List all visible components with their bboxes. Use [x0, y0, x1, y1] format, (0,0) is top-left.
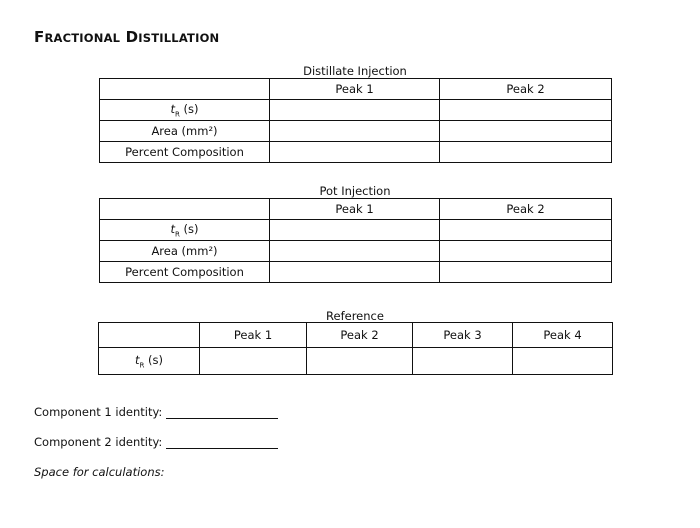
column-header-peak-2: Peak 2: [307, 323, 413, 348]
input-cell[interactable]: [200, 348, 307, 375]
input-cell[interactable]: [307, 348, 413, 375]
row-label-percent-composition: Percent Composition: [100, 142, 270, 163]
input-cell[interactable]: [440, 121, 612, 142]
component-2-blank[interactable]: [166, 436, 278, 449]
row-label-retention-time: $t_R$ (s): [100, 100, 270, 121]
table-row: [100, 121, 612, 142]
table-cell: [100, 79, 270, 100]
input-cell[interactable]: [440, 100, 612, 121]
column-header-peak-1: Peak 1: [270, 199, 440, 220]
input-cell[interactable]: [440, 262, 612, 283]
table-row: [100, 262, 612, 283]
component-1-blank[interactable]: [166, 406, 278, 419]
table-row: [99, 348, 613, 375]
input-cell[interactable]: [440, 241, 612, 262]
table-row: [100, 241, 612, 262]
pot-injection-caption: Pot Injection: [319, 184, 391, 198]
table-row: [99, 323, 613, 348]
row-label-percent-composition: Percent Composition: [100, 262, 270, 283]
row-label-area: Area (mm²): [100, 121, 270, 142]
input-cell[interactable]: [270, 121, 440, 142]
table-cell: [100, 199, 270, 220]
pot-injection-table: [99, 198, 612, 283]
input-cell[interactable]: [270, 262, 440, 283]
input-cell[interactable]: [440, 220, 612, 241]
reference-caption: Reference: [326, 309, 384, 323]
input-cell[interactable]: [440, 142, 612, 163]
column-header-peak-3: Peak 3: [413, 323, 513, 348]
calculations-label: Space for calculations:: [34, 465, 165, 479]
column-header-peak-1: Peak 1: [270, 79, 440, 100]
input-cell[interactable]: [270, 241, 440, 262]
column-header-peak-2: Peak 2: [440, 199, 612, 220]
row-label-retention-time: $t_R$ (s): [100, 220, 270, 241]
input-cell[interactable]: [513, 348, 613, 375]
input-cell[interactable]: [270, 142, 440, 163]
table-cell: [99, 323, 200, 348]
table-row: [100, 100, 612, 121]
table-row: [100, 79, 612, 100]
page-title: FRACTIONAL DISTILLATION: [34, 28, 220, 46]
row-label-area: Area (mm²): [100, 241, 270, 262]
row-label-retention-time: $t_R$ (s): [99, 348, 200, 375]
table-row: [100, 220, 612, 241]
input-cell[interactable]: [413, 348, 513, 375]
table-row: [100, 142, 612, 163]
table-row: [100, 199, 612, 220]
component-2-identity: Component 2 identity:: [34, 435, 278, 449]
input-cell[interactable]: [270, 100, 440, 121]
column-header-peak-1: Peak 1: [200, 323, 307, 348]
component-1-identity: Component 1 identity:: [34, 405, 278, 419]
input-cell[interactable]: [270, 220, 440, 241]
distillate-injection-table: [99, 78, 612, 163]
column-header-peak-2: Peak 2: [440, 79, 612, 100]
column-header-peak-4: Peak 4: [513, 323, 613, 348]
distillate-injection-caption: Distillate Injection: [303, 64, 407, 78]
reference-table: [98, 322, 613, 375]
